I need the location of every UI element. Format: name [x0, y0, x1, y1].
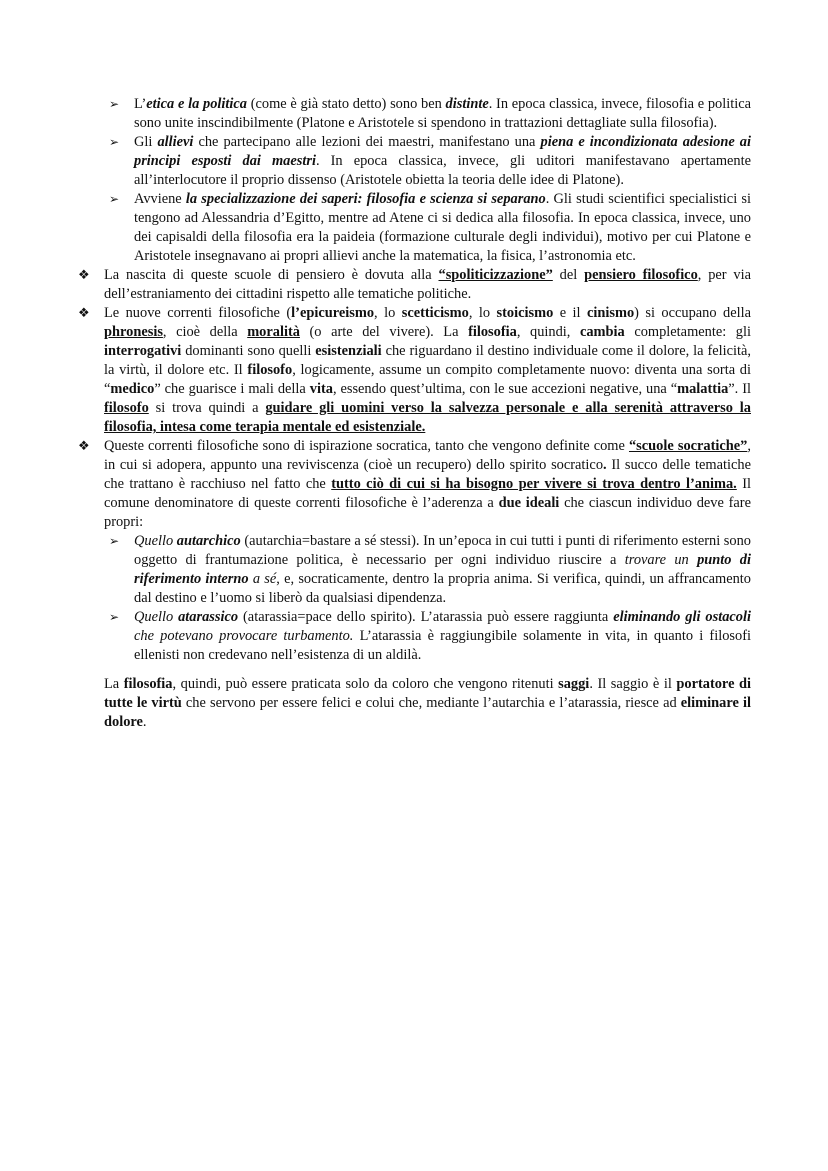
text-bold: esistenziali	[315, 343, 382, 359]
text: Gli	[134, 134, 158, 150]
text: Il comune denominatore di queste correnti filosofiche è l’aderenza a	[104, 476, 751, 511]
text-bold-italic: atarassico	[178, 609, 239, 625]
text-bold: filosofo	[247, 362, 293, 378]
diamond-bullet-icon: ❖	[78, 306, 90, 321]
text-bold: l’epicureismo	[291, 305, 375, 321]
arrow-bullet-icon: ➢	[109, 534, 120, 548]
arrow-bullet-icon: ➢	[109, 610, 120, 624]
text: (o arte del vivere). La	[299, 324, 469, 340]
text-bold: filosofia	[468, 324, 517, 340]
text: La	[104, 676, 124, 692]
text-bold-italic: distinte	[445, 96, 489, 112]
text-bold: cinismo	[587, 305, 635, 321]
text-bold: vita	[309, 381, 333, 397]
text-italic: che potevano provocare turbamento.	[134, 628, 354, 644]
text: ” che guarisce i mali della	[154, 381, 310, 397]
text: . Il saggio è il	[589, 676, 677, 692]
text: Queste correnti filosofiche sono di ispirazione socratica, tanto che vengono definite come	[104, 438, 629, 454]
text-italic: trovare un	[624, 552, 698, 568]
text: , lo	[468, 305, 497, 321]
text-bold-underline: moralità	[247, 324, 300, 340]
sub-bullet-allievi	[109, 133, 751, 190]
text: , per via dell’estraniamento dei cittadini rispetto alle tematiche politiche.	[104, 267, 752, 302]
text-bold-italic: la specializzazione dei saperi: filosofia e scienza si separano	[185, 191, 546, 207]
text-bold-italic: autarchico	[176, 533, 241, 549]
bullet-nuove-correnti	[78, 304, 752, 437]
text-bold: eliminare il dolore	[104, 695, 751, 730]
text: del	[552, 267, 585, 283]
text-bold: cambia	[579, 324, 625, 340]
text: L’atarassia è raggiungibile solamente in vita, in quanto i filosofi ellenisti non credevano nell’esistenza di un aldilà.	[134, 628, 751, 663]
text: che ciascun individuo deve fare propri:	[104, 495, 751, 530]
text-bold: interrogativi	[104, 343, 182, 359]
text: che servono per essere felici e colui che, mediante l’autarchia e l’atarassia, riesce ad	[181, 695, 681, 711]
text-bold: .	[603, 457, 607, 473]
text: La nascita di queste scuole di pensiero è dovuta alla	[104, 267, 439, 283]
text: , cioè della	[162, 324, 248, 340]
text-bold-underline: guidare gli uomini verso la salvezza personale e alla serenità attraverso la filosofia, intesa come terapia mentale ed esistenziale.	[104, 400, 751, 435]
text-bold-underline: phronesis	[104, 324, 163, 340]
text-bold: stoicismo	[496, 305, 554, 321]
arrow-bullet-icon: ➢	[109, 192, 120, 206]
text: , quindi, può essere praticata solo da coloro che vengono ritenuti	[172, 676, 559, 692]
arrow-bullet-icon: ➢	[109, 135, 120, 149]
text-bold-italic: allievi	[157, 134, 194, 150]
text: , in cui si adopera, appunto una reviviscenza (cioè un recupero) dello spirito socratico	[104, 438, 751, 473]
text-bold: due ideali	[498, 495, 560, 511]
text-bold: filosofia	[123, 676, 173, 692]
text: , essendo quest’ultima, con le sue accezioni negative, una “	[332, 381, 678, 397]
text: ”. Il	[728, 381, 751, 397]
text: (atarassia=pace dello spirito). L’atarassia può essere raggiunta	[238, 609, 614, 625]
text-bold-italic: eliminando gli ostacoli	[613, 609, 752, 625]
text-bold-underline: “spoliticizzazione”	[438, 267, 553, 283]
sub-bullet-autarchico	[109, 532, 752, 608]
sub-bullet-specializzazione	[109, 190, 751, 266]
text-italic: Quello	[134, 533, 177, 549]
text-bold-italic: punto di riferimento interno	[134, 552, 752, 587]
arrow-bullet-icon: ➢	[109, 97, 120, 111]
text-bold-underline: filosofo	[104, 400, 149, 416]
text: . In epoca classica, invece, filosofia e politica sono unite inscindibilmente (Platone e Aristotele si spendono in trattazioni dettagliate sulla filosofia).	[134, 96, 752, 131]
text: . In epoca classica, invece, gli uditori manifestavano apertamente all’interlocutore il proprio dissenso (Aristotele obietta la teoria delle idee di Platone).	[134, 153, 751, 188]
text: che riguardano il destino individuale come il dolore, la felicità, la virtù, il dolore etc. Il	[104, 343, 751, 378]
text-bold: scetticismo	[401, 305, 469, 321]
text: Le nuove correnti filosofiche (	[104, 305, 292, 321]
text: L’	[134, 96, 147, 112]
text-bold-italic: piena e incondizionata adesione ai principi esposti dai maestri	[134, 134, 751, 169]
text: , quindi,	[516, 324, 580, 340]
text: ) si occupano della	[634, 305, 751, 321]
text-bold-underline: tutto ciò di cui si ha bisogno per vivere si trova dentro l’anima.	[331, 476, 737, 492]
text: (come è già stato detto) sono ben	[247, 96, 446, 112]
text-bold-italic: etica e la politica	[146, 96, 247, 112]
text-bold: portatore di tutte le virtù	[104, 676, 751, 711]
sub-bullet-atarassico	[109, 608, 752, 665]
document-body	[0, 95, 828, 732]
text: Avviene	[134, 191, 186, 207]
text: e il	[553, 305, 587, 321]
text: . Gli studi scientifici specialistici si tengono ad Alessandria d’Egitto, mentre ad Atene ci si dedica alla filosofia. In epoca classica, invece, uno dei capisaldi della filosofia era la paideia (formazione culturale degli individui), motivo per cui Platone e Aristotele insegnavano ai propri allievi anche la matematica, la fisica, l’astronomia etc.	[134, 191, 751, 264]
text-bold-underline: “scuole socratiche”	[628, 438, 748, 454]
diamond-bullet-icon: ❖	[78, 268, 90, 283]
diamond-bullet-icon: ❖	[78, 439, 90, 454]
text: .	[142, 714, 147, 730]
text-bold: saggi	[558, 676, 590, 692]
text-bold-underline: pensiero filosofico	[584, 267, 698, 283]
text-italic: a sé	[248, 571, 277, 587]
bullet-spoliticizzazione	[78, 266, 752, 304]
text: si trova quindi a	[148, 400, 266, 416]
text: , e, socraticamente, dentro la propria anima. Si verifica, quindi, un affrancamento dal destino e l’uomo si liberò da qualsiasi dipendenza.	[134, 571, 751, 606]
text: (autarchia=bastare a sé stessi). In un’epoca in cui tutti i punti di riferimento esterni sono oggetto di frantumazione politica, è necessario per ogni individuo riuscire a	[134, 533, 751, 568]
text: che partecipano alle lezioni dei maestri, manifestano una	[193, 134, 541, 150]
text: , lo	[374, 305, 402, 321]
text-bold: medico	[110, 381, 155, 397]
sub-bullet-etica-politica	[109, 95, 752, 133]
conclusion-paragraph	[104, 675, 751, 732]
text-italic: Quello	[134, 609, 179, 625]
text: completamente: gli	[624, 324, 751, 340]
text: dominanti sono quelli	[181, 343, 316, 359]
bullet-scuole-socratiche	[78, 437, 751, 532]
text: Il succo delle tematiche che trattano è racchiuso nel fatto che	[104, 457, 751, 492]
text: , logicamente, assume un compito completamente nuovo: diventa una sorta di “	[104, 362, 752, 397]
text-bold: malattia	[677, 381, 729, 397]
